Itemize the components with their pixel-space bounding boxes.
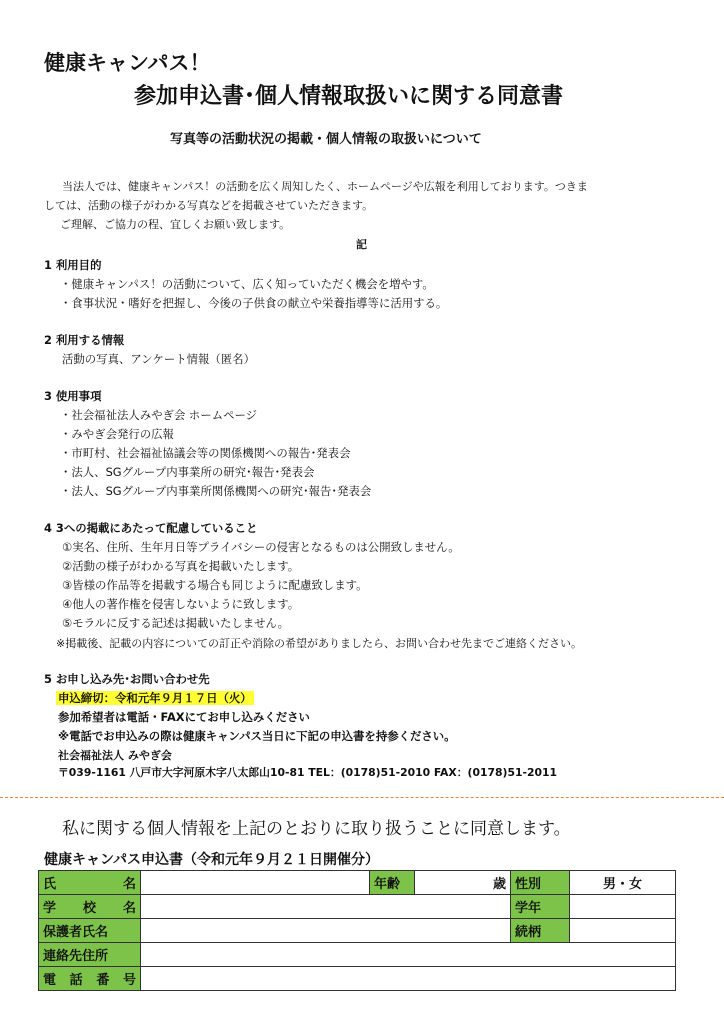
form-row-school	[39, 895, 676, 919]
form-row-name	[39, 871, 676, 895]
relation-field[interactable]	[570, 919, 676, 943]
form-row-address	[39, 943, 676, 967]
section-1-item: ・食事状況・嗜好を把握し、今後の子供食の献立や栄養指導等に活用する。	[60, 296, 448, 310]
section-1-item: ・健康キャンパス！の活動について、広く知っていただく機会を増やす。	[60, 277, 434, 291]
campus-title: 健康キャンパス！	[44, 51, 211, 75]
address-label: 連絡先住所	[39, 943, 141, 967]
contact-instruction: 参加希望者は電話・FAXにてお申し込みください	[58, 710, 310, 724]
section-3-item: ・法人、SGグループ内事業所関係機関への研究･報告･発表会	[60, 484, 372, 498]
section-5-heading: 5 お申し込み先･お問い合わせ先	[44, 672, 210, 686]
consent-statement: 私に関する個人情報を上記のとおりに取り扱うことに同意します。	[62, 819, 571, 839]
org-address: 〒039-1161 八戸市大字河原木字八太郎山10-81 TEL：(0178)51-2010 FAX：(0178)51-2011	[58, 766, 558, 779]
contact-note: ※電話でお申込みの際は健康キャンパス当日に下記の申込書を持参ください。	[58, 729, 456, 743]
section-4-heading: 4 3への掲載にあたって配慮していること	[44, 521, 258, 535]
ki-mark: 記	[356, 238, 367, 251]
section-3-item: ・社会福祉法人みやぎ会 ホームページ	[60, 408, 258, 422]
section-3-item: ・市町村、社会福祉協議会等の関係機関への報告･発表会	[60, 446, 351, 460]
section-4-item: ③皆様の作品等を掲載する場合も同じように配慮致します。	[62, 578, 368, 592]
phone-field[interactable]	[141, 967, 676, 991]
section-4-item: ④他人の著作権を侵害しないように致します。	[62, 597, 300, 611]
age-unit: 歳	[492, 877, 506, 892]
document-subtitle: 写真等の活動状況の掲載・個人情報の取扱いについて	[170, 132, 482, 147]
application-form	[38, 870, 676, 991]
section-3-heading: 3 使用事項	[44, 389, 102, 403]
phone-label: 電 話 番 号	[39, 967, 141, 991]
cut-line	[0, 797, 724, 798]
section-4-note: ※掲載後、記載の内容についての訂正や消除の希望がありましたら、お問い合わせ先までご連絡ください。	[56, 637, 582, 650]
form-row-guardian	[39, 919, 676, 943]
intro-line-1: 当法人では、健康キャンパス！の活動を広く周知したく、ホームページや広報を利用しております。つきま	[62, 180, 588, 193]
relation-label: 続柄	[511, 919, 570, 943]
name-label: 氏 名	[39, 871, 141, 895]
form-title: 健康キャンパス申込書（令和元年９月２１日開催分）	[44, 852, 380, 868]
section-4-item: ⑤モラルに反する記述は掲載いたしません。	[62, 616, 289, 630]
org-name: 社会福祉法人 みやぎ会	[58, 749, 172, 762]
intro-line-3: ご理解、ご協力の程、宜しくお願い致します。	[60, 218, 291, 231]
deadline-label: 申込締切：令和元年９月１７日（火）	[58, 691, 252, 705]
sex-label: 性別	[511, 871, 570, 895]
section-2-heading: 2 利用する情報	[44, 333, 125, 347]
school-field[interactable]	[141, 895, 511, 919]
guardian-field[interactable]	[141, 919, 511, 943]
sex-field[interactable]: 男・女	[570, 871, 676, 895]
section-1-heading: 1 利用目的	[44, 258, 102, 272]
address-field[interactable]	[141, 943, 676, 967]
grade-field[interactable]	[570, 895, 676, 919]
grade-label: 学年	[511, 895, 570, 919]
section-3-item: ・法人、SGグループ内事業所の研究･報告･発表会	[60, 465, 315, 479]
section-4-item: ②活動の様子がわかる写真を掲載いたします。	[62, 559, 300, 573]
form-row-phone	[39, 967, 676, 991]
intro-line-2: しては、活動の様子がわかる写真などを掲載させていただきます。	[44, 199, 374, 212]
age-label: 年齢	[370, 871, 415, 895]
section-4-item: ①実名、住所、生年月日等プライバシーの侵害となるものは公開致しません。	[62, 540, 460, 554]
section-3-item: ・みやぎ会発行の広報	[60, 427, 174, 441]
school-label: 学 校 名	[39, 895, 141, 919]
age-field[interactable]	[415, 871, 511, 895]
guardian-label: 保護者氏名	[39, 919, 141, 943]
section-2-text: 活動の写真、アンケート情報（匿名）	[62, 352, 255, 366]
document-title: 参加申込書･個人情報取扱いに関する同意書	[134, 84, 564, 109]
name-field[interactable]	[141, 871, 370, 895]
